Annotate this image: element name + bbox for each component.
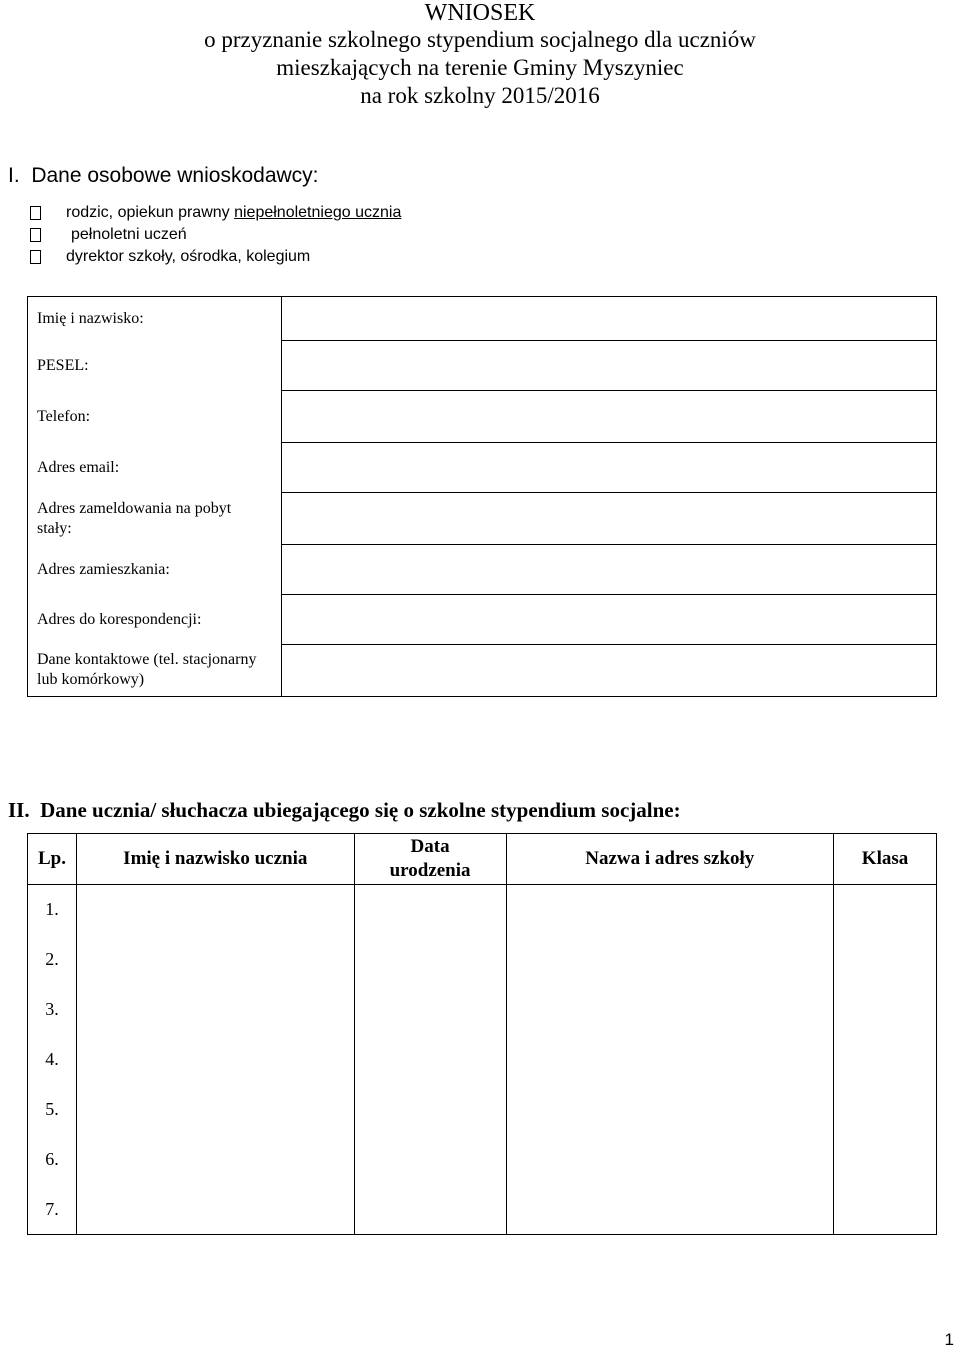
table-row <box>28 1135 937 1185</box>
cell-class[interactable] <box>834 1185 937 1235</box>
cell-school[interactable] <box>506 1085 834 1135</box>
cell-class[interactable] <box>834 935 937 985</box>
cell-name[interactable] <box>76 885 354 935</box>
page-number: 1 <box>944 1330 954 1349</box>
cell-dob[interactable] <box>354 1185 506 1235</box>
option-parent <box>30 203 401 223</box>
cell-school[interactable] <box>506 1135 834 1185</box>
cell-dob[interactable] <box>354 1135 506 1185</box>
field-residence-address[interactable] <box>282 545 937 595</box>
checkbox-adult-student[interactable] <box>30 228 41 242</box>
cell-school[interactable] <box>506 935 834 985</box>
document-header <box>0 0 960 110</box>
section-2-heading: II. Dane ucznia/ słuchacza ubiegającego się o szkolne stypendium socjalne: <box>8 798 681 822</box>
cell-name[interactable] <box>76 1085 354 1135</box>
row-number: 2. <box>28 935 77 985</box>
field-correspondence-address[interactable] <box>282 595 937 645</box>
column-header-name: Imię i nazwisko ucznia <box>76 834 354 885</box>
option-director-label: dyrektor szkoły, ośrodka, kolegium <box>66 248 311 265</box>
cell-class[interactable] <box>834 985 937 1035</box>
cell-class[interactable] <box>834 885 937 935</box>
cell-name[interactable] <box>76 1185 354 1235</box>
cell-name[interactable] <box>76 1135 354 1185</box>
row-number: 5. <box>28 1085 77 1135</box>
label-email: Adres email: <box>28 443 282 493</box>
column-header-school: Nazwa i adres szkoły <box>506 834 834 885</box>
cell-school[interactable] <box>506 885 834 935</box>
field-contact[interactable] <box>282 645 937 697</box>
cell-class[interactable] <box>834 1135 937 1185</box>
cell-name[interactable] <box>76 1035 354 1085</box>
table-row <box>28 935 937 985</box>
option-parent-label <box>66 203 401 223</box>
option-parent-label-underlined: niepełnoletniego ucznia <box>234 204 402 221</box>
label-contact: Dane kontaktowe (tel. stacjonarny lub komórkowy) <box>28 645 282 697</box>
field-pesel[interactable] <box>282 341 937 391</box>
field-registered-address[interactable] <box>282 493 937 545</box>
option-adult-student <box>30 225 187 245</box>
field-name[interactable] <box>282 297 937 341</box>
pupils-table <box>27 833 937 1235</box>
label-registered-address: Adres zameldowania na pobyt stały: <box>28 493 282 545</box>
cell-school[interactable] <box>506 985 834 1035</box>
table-row <box>28 1035 937 1085</box>
label-phone: Telefon: <box>28 391 282 443</box>
option-adult-student-label: pełnoletni uczeń <box>71 226 187 243</box>
cell-dob[interactable] <box>354 1035 506 1085</box>
section-1-heading: I. Dane osobowe wnioskodawcy: <box>8 164 319 187</box>
cell-dob[interactable] <box>354 935 506 985</box>
table-row <box>28 985 937 1035</box>
cell-school[interactable] <box>506 1185 834 1235</box>
field-email[interactable] <box>282 443 937 493</box>
cell-name[interactable] <box>76 935 354 985</box>
label-pesel: PESEL: <box>28 341 282 391</box>
row-number: 4. <box>28 1035 77 1085</box>
cell-dob[interactable] <box>354 885 506 935</box>
document-subtitle-line-2: mieszkających na terenie Gminy Myszyniec <box>276 55 684 80</box>
column-header-lp: Lp. <box>28 834 77 885</box>
checkbox-director[interactable] <box>30 250 41 264</box>
checkbox-parent[interactable] <box>30 206 41 220</box>
cell-class[interactable] <box>834 1085 937 1135</box>
row-number: 3. <box>28 985 77 1035</box>
row-number: 7. <box>28 1185 77 1235</box>
applicant-data-table <box>27 296 937 697</box>
option-parent-label-prefix: rodzic, opiekun prawny <box>66 204 235 221</box>
document-title: WNIOSEK <box>424 0 536 26</box>
cell-class[interactable] <box>834 1035 937 1085</box>
field-phone[interactable] <box>282 391 937 443</box>
table-row <box>28 1185 937 1235</box>
table-row <box>28 885 937 935</box>
row-number: 1. <box>28 885 77 935</box>
cell-dob[interactable] <box>354 985 506 1035</box>
label-residence-address: Adres zamieszkania: <box>28 545 282 595</box>
cell-name[interactable] <box>76 985 354 1035</box>
label-correspondence-address: Adres do korespondencji: <box>28 595 282 645</box>
document-subtitle-line-3: na rok szkolny 2015/2016 <box>360 83 600 108</box>
column-header-class: Klasa <box>834 834 937 885</box>
cell-school[interactable] <box>506 1035 834 1085</box>
column-header-dob: Data urodzenia <box>354 834 506 885</box>
document-subtitle-line-1: o przyznanie szkolnego stypendium socjalnego dla uczniów <box>204 27 756 52</box>
cell-dob[interactable] <box>354 1085 506 1135</box>
option-director <box>30 247 310 267</box>
label-name: Imię i nazwisko: <box>28 297 282 341</box>
table-row <box>28 1085 937 1135</box>
row-number: 6. <box>28 1135 77 1185</box>
